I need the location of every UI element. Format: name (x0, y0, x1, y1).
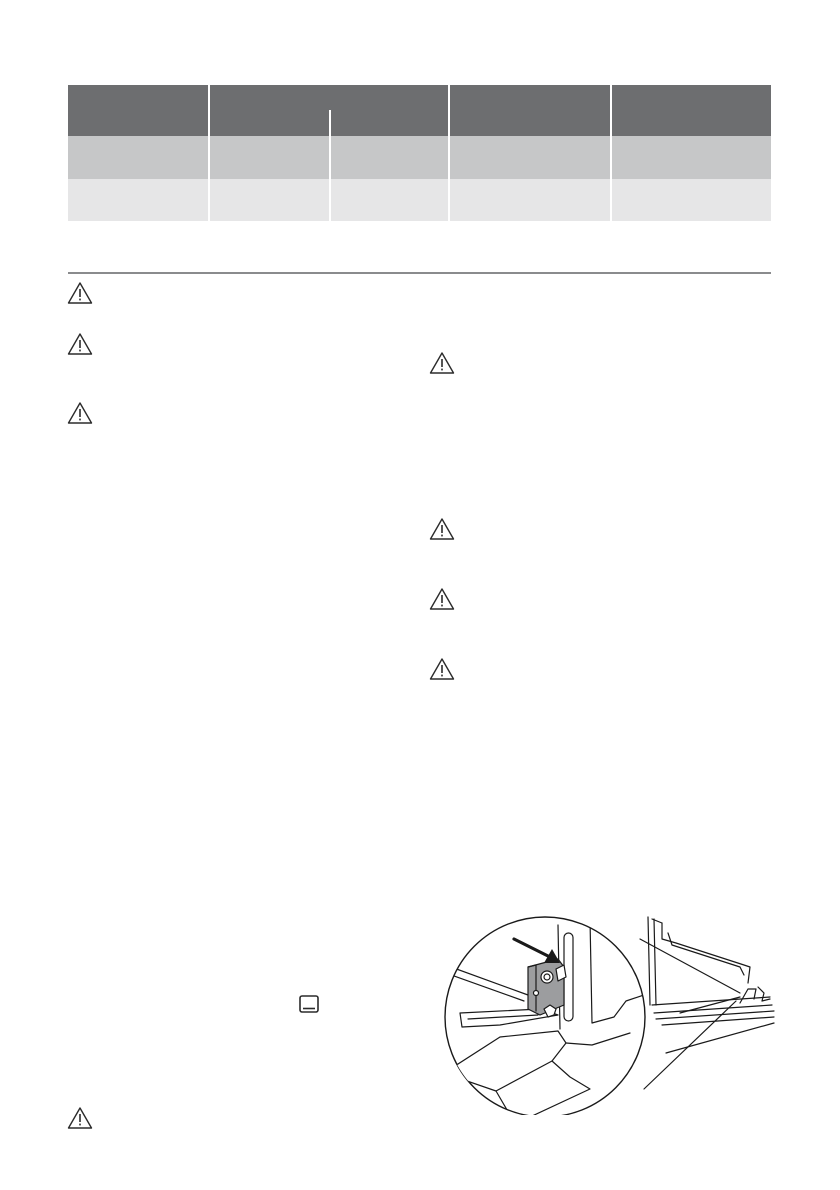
warning-triangle-icon (67, 1106, 93, 1130)
warning-triangle-icon (429, 657, 455, 681)
warning-triangle-icon (67, 281, 93, 305)
section-divider (68, 272, 771, 274)
table-divider (448, 85, 450, 221)
door-hinge-illustration (440, 905, 775, 1115)
table-divider (208, 85, 210, 221)
table-row (68, 136, 771, 179)
warning-triangle-icon (429, 351, 455, 375)
warning-triangle-icon (429, 517, 455, 541)
warning-triangle-icon (429, 587, 455, 611)
table-divider (329, 110, 331, 221)
warning-triangle-icon (67, 401, 93, 425)
table-divider (610, 85, 612, 221)
table-row (68, 179, 771, 221)
oven-symbol-icon (299, 995, 319, 1013)
warning-triangle-icon (67, 332, 93, 356)
table-header-row (68, 85, 771, 136)
